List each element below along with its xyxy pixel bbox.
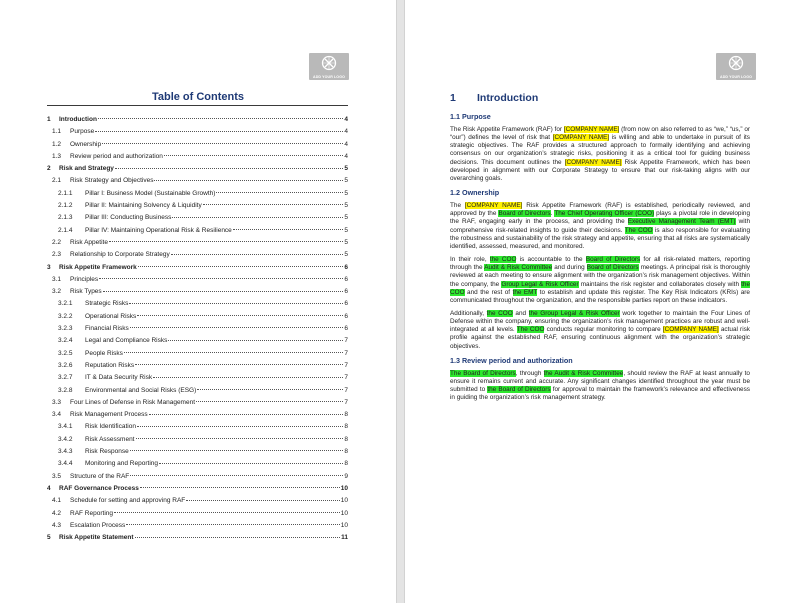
toc-entry-title: Risk Types [70, 288, 102, 296]
section-heading: 1.1 Purpose [450, 112, 491, 121]
toc-dot-leader [115, 168, 343, 169]
toc-entry-title: Reputation Risks [85, 361, 135, 369]
toc-entry[interactable] [47, 423, 348, 435]
toc-entry-title: Risk Strategy and Objectives [70, 177, 154, 185]
toc-entry-page: 7 [344, 361, 348, 369]
toc-dot-leader [159, 463, 343, 464]
toc-entry-page: 8 [344, 411, 348, 419]
toc-entry-page: 4 [344, 152, 348, 160]
toc-entry-page: 8 [344, 435, 348, 443]
toc-entry-title: Pillar III: Conducting Business [85, 214, 172, 222]
toc-entry-number: 3.2 [52, 288, 62, 296]
highlighted-text: the Audit & Risk Committee [543, 369, 624, 377]
toc-entry-title: Monitoring and Reporting [85, 460, 158, 468]
highlighted-text: The COO [624, 226, 653, 234]
toc-dot-leader [153, 377, 343, 378]
toc-entry-page: 5 [344, 189, 348, 197]
toc-dot-leader [197, 389, 343, 390]
text-run: The [450, 202, 465, 210]
toc-entry-page: 6 [344, 275, 348, 283]
toc-entry-page: 11 [341, 534, 348, 542]
logo-text: ADD YOUR LOGO [720, 75, 752, 79]
toc-entry[interactable] [47, 128, 348, 140]
toc-entry-page: 8 [344, 448, 348, 456]
toc-entry-number: 3.4.1 [58, 423, 73, 431]
toc-entry-number: 2.1.1 [58, 189, 73, 197]
toc-entry[interactable] [47, 387, 348, 399]
toc-dot-leader [126, 524, 339, 525]
toc-entry[interactable] [47, 239, 348, 251]
text-run: Risk Appetite Framework (RAF) is established, periodically reviewed, and approved by the [450, 202, 751, 218]
toc-entry-title: RAF Governance Process [59, 484, 139, 492]
toc-entry-title: Risk and Strategy [59, 165, 114, 173]
toc-entry-page: 5 [344, 238, 348, 246]
toc-entry-title: Pillar II: Maintaining Solvency & Liquidity [85, 202, 202, 210]
toc-entry-title: Environmental and Social Risks (ESG) [85, 386, 197, 394]
toc-entry-number: 3.2.8 [58, 386, 73, 394]
toc-dot-leader [172, 217, 343, 218]
text-run: is willing and able to undertake in pursuit of its strategic objectives. The RAF provides a structured approach to formally identifying and achieving consensus on our organization’s strategic risks, positioning it as a critical tool for guiding business decisions. This document outlines the [450, 134, 750, 166]
heading-text: Introduction [477, 92, 539, 104]
toc-entry-title: Pillar IV: Maintaining Operational Risk & Resilience [85, 226, 232, 234]
toc-entry[interactable] [47, 264, 348, 276]
toc-entry-title: Pillar I: Business Model (Sustainable Growth) [85, 189, 216, 197]
text-run: Risk Appetite Framework, which has been developed in alignment with our Corporate Strategy to ensure that our risk-taking aligns with our overarching goals. [450, 158, 751, 182]
toc-entry-page: 6 [344, 263, 348, 271]
highlighted-text: the Board of Directors [487, 386, 551, 394]
toc-entry[interactable] [47, 374, 348, 386]
toc-entry-title: Risk Identification [85, 423, 136, 431]
toc-dot-leader [114, 512, 340, 513]
toc-entry-title: Financial Risks [85, 325, 129, 333]
toc-entry-page: 7 [344, 386, 348, 394]
toc-dot-leader [136, 438, 344, 439]
body-paragraph [450, 310, 750, 351]
toc-entry-page: 8 [344, 423, 348, 431]
toc-entry[interactable] [47, 300, 348, 312]
toc-entry-title: Purpose [70, 128, 95, 136]
toc-entry-page: 10 [340, 497, 348, 505]
toc-entry-number: 2.3 [52, 251, 62, 259]
toc-entry-page: 5 [344, 165, 348, 173]
toc-entry-number: 3.2.1 [58, 300, 73, 308]
toc-entry-page: 9 [344, 472, 348, 480]
toc-dot-leader [130, 450, 344, 451]
toc-entry[interactable] [47, 276, 348, 288]
text-run: is accountable to the [516, 256, 586, 264]
toc-dot-leader [196, 401, 343, 402]
toc-entry-page: 7 [344, 398, 348, 406]
page-toc [0, 0, 396, 603]
toc-entry-number: 4.3 [52, 521, 62, 529]
toc-entry-number: 3.2.6 [58, 361, 73, 369]
toc-list [47, 116, 348, 546]
toc-entry-number: 2 [47, 165, 51, 173]
toc-entry-page: 5 [344, 202, 348, 210]
heading-introduction [450, 91, 750, 105]
toc-entry-page: 4 [344, 140, 348, 148]
highlighted-text: Audit & Risk Committee [484, 264, 553, 272]
toc-entry-number: 4.2 [52, 509, 62, 517]
logo-text: ADD YOUR LOGO [313, 75, 345, 79]
toc-entry-title: Risk Assessment [85, 435, 135, 443]
company-logo-placeholder [716, 53, 756, 80]
toc-entry[interactable] [47, 350, 348, 362]
toc-entry-page: 5 [344, 177, 348, 185]
toc-entry-number: 3.5 [52, 472, 62, 480]
toc-entry-number: 1.3 [52, 152, 62, 160]
text-run: work together to maintain the Four Lines of Defense within the company, ensuring the organization’s risk management practices are robust and well-integrated at all levels. [450, 309, 751, 334]
toc-entry-page: 4 [344, 116, 348, 123]
toc-divider [47, 105, 348, 106]
text-run: Additionally, [450, 309, 487, 317]
toc-dot-leader [99, 278, 343, 279]
highlighted-text: the COO [450, 280, 750, 296]
toc-title: Table of Contents [151, 91, 245, 103]
toc-entry-number: 5 [47, 534, 51, 542]
toc-entry-number: 2.1.4 [58, 226, 73, 234]
logo-mark-icon [321, 55, 337, 71]
toc-entry-number: 4 [47, 484, 51, 492]
highlighted-text: [COMPANY NAME] [563, 126, 620, 133]
toc-dot-leader [154, 180, 343, 181]
toc-entry[interactable] [47, 202, 348, 214]
toc-entry-number: 3.2.7 [58, 374, 73, 382]
highlighted-text: Board of Directors [498, 210, 551, 218]
toc-entry-title: Review period and authorization [70, 152, 163, 160]
toc-dot-leader [135, 364, 343, 365]
document-body [450, 91, 750, 407]
toc-entry[interactable] [47, 214, 348, 226]
text-run: and during [552, 264, 587, 272]
toc-entry-title: Structure of the RAF [70, 472, 130, 480]
body-paragraph [450, 256, 750, 305]
company-logo-placeholder [309, 53, 349, 80]
toc-entry-page: 5 [344, 214, 348, 222]
toc-entry-title: Strategic Risks [85, 300, 129, 308]
body-paragraph [450, 370, 750, 403]
body-paragraph [450, 202, 750, 251]
highlighted-text: the Group Legal & Risk Officer [528, 309, 620, 317]
highlighted-text: [COMPANY NAME] [662, 326, 719, 334]
toc-entry[interactable] [47, 473, 348, 485]
text-run: maintains the risk register and collaborates closely with [578, 280, 742, 288]
toc-dot-leader [216, 192, 343, 193]
toc-entry-page: 6 [344, 325, 348, 333]
toc-entry[interactable] [47, 497, 348, 509]
text-run: The Risk Appetite Framework (RAF) for [450, 126, 564, 133]
highlighted-text: Executive Management Team (EMT) [627, 218, 736, 226]
toc-entry-title: Risk Management Process [70, 411, 148, 419]
highlighted-text: The Chief Operating Officer (COO) [554, 210, 655, 218]
toc-entry-title: People Risks [85, 349, 123, 357]
section-heading: 1.2 Ownership [450, 188, 500, 198]
toc-entry[interactable] [47, 534, 348, 546]
toc-entry-number: 2.1 [52, 177, 62, 185]
text-run: and [512, 309, 529, 317]
toc-entry-page: 7 [344, 374, 348, 382]
toc-entry-page: 10 [340, 521, 348, 529]
text-run: actual risk profile against the established RAF, ensuring continuous alignment with the organization’s strategic objectives. [450, 326, 751, 350]
toc-dot-leader [130, 327, 344, 328]
doc-sections [450, 112, 750, 402]
toc-dot-leader [164, 155, 344, 156]
highlighted-text: [COMPANY NAME] [552, 134, 610, 142]
toc-dot-leader [102, 143, 343, 144]
highlighted-text: Board of Directors [585, 256, 641, 264]
toc-entry-title: Legal and Compliance Risks [85, 337, 168, 345]
toc-entry[interactable] [47, 460, 348, 472]
highlighted-text: [COMPANY NAME] [464, 202, 523, 210]
toc-entry[interactable] [47, 141, 348, 153]
toc-entry-title: Risk Appetite Framework [59, 263, 137, 271]
text-run: , should review the RAF at least annually to ensure it remains current and accurate. Any significant changes identified throughout the year must be submitted to [450, 369, 750, 394]
toc-dot-leader [130, 475, 343, 476]
section-heading: 1.3 Review period and authorization [450, 355, 573, 365]
toc-entry-page: 8 [344, 460, 348, 468]
toc-entry-title: Principles [70, 275, 99, 283]
toc-dot-leader [171, 254, 344, 255]
toc-entry-page: 4 [344, 128, 348, 136]
text-run: and the rest of [464, 288, 513, 296]
toc-entry[interactable] [47, 362, 348, 374]
toc-entry-number: 1.2 [52, 140, 62, 148]
toc-dot-leader [135, 537, 341, 538]
toc-entry-title: Introduction [59, 116, 97, 123]
toc-entry-page: 6 [344, 312, 348, 320]
toc-dot-leader [98, 118, 343, 119]
toc-dot-leader [103, 291, 344, 292]
toc-entry-title: Relationship to Corporate Strategy [70, 251, 170, 259]
logo-mark-icon [728, 55, 744, 71]
toc-entry[interactable] [47, 337, 348, 349]
toc-entry-title: Escalation Process [70, 521, 126, 529]
text-run: for all risk-related matters, reporting through the [450, 256, 751, 272]
highlighted-text: the COO [486, 309, 513, 317]
toc-entry-page: 7 [344, 349, 348, 357]
toc-entry-number: 1.1 [52, 128, 62, 136]
body-paragraph [450, 126, 750, 183]
page-introduction [405, 0, 794, 603]
toc-entry-page: 6 [344, 288, 348, 296]
toc-entry[interactable] [47, 411, 348, 423]
toc-entry-number: 1 [47, 116, 51, 123]
toc-entry-title: Risk Response [85, 448, 129, 456]
text-run: meetings. A principal risk is thoroughly reviewed at each meeting to ensure alignment with the organization’s risk management objectives. Within the company, the [450, 264, 750, 288]
toc-entry-number: 3.2.2 [58, 312, 73, 320]
highlighted-text: the EMT [512, 288, 538, 296]
text-run: , through [515, 369, 544, 377]
toc-entry-number: 3.4.4 [58, 460, 73, 468]
toc-entry-title: Schedule for setting and approving RAF [70, 497, 186, 505]
highlighted-text: The Board of Directors [450, 369, 516, 377]
highlighted-text: The COO [516, 326, 545, 334]
toc-entry-number: 3.2.4 [58, 337, 73, 345]
heading-number: 1 [450, 92, 456, 104]
text-run: to establish and update this register. The Key Risk Indicators (KRIs) are communicated throughout the organization, and the responsible parties report on these indicators. [450, 288, 750, 304]
toc-entry[interactable] [47, 313, 348, 325]
text-run: conducts regular monitoring to compare [544, 326, 663, 334]
toc-dot-leader [149, 414, 344, 415]
toc-entry-page: 10 [340, 484, 348, 492]
toc-entry-number: 3.3 [52, 398, 62, 406]
toc-dot-leader [203, 204, 344, 205]
toc-entry-title: Operational Risks [85, 312, 137, 320]
toc-entry[interactable] [47, 325, 348, 337]
toc-entry[interactable] [47, 510, 348, 522]
toc-entry-page: 5 [344, 226, 348, 234]
text-run: is also responsible for evaluating the robustness and sustainability of the risk strategy and appetite, ensuring that all risks are systematically identified, assessed, measured, and monitored. [450, 226, 750, 250]
toc-entry[interactable] [47, 448, 348, 460]
toc-dot-leader [95, 131, 343, 132]
toc-entry[interactable] [47, 190, 348, 202]
toc-entry[interactable] [47, 399, 348, 411]
highlighted-text: Group Legal & Risk Officer [501, 280, 579, 288]
toc-entry-number: 2.1.2 [58, 202, 73, 210]
toc-entry[interactable] [47, 177, 348, 189]
toc-entry[interactable] [47, 116, 348, 128]
toc-entry[interactable] [47, 485, 348, 497]
toc-entry[interactable] [47, 436, 348, 448]
highlighted-text: [COMPANY NAME] [564, 158, 622, 166]
text-run: . [550, 210, 555, 218]
toc-entry-number: 3.4.2 [58, 435, 73, 443]
toc-entry-title: Ownership [70, 140, 102, 148]
toc-entry[interactable] [47, 153, 348, 165]
highlighted-text: Board of Directors [586, 264, 639, 272]
toc-dot-leader [109, 241, 343, 242]
toc-dot-leader [168, 340, 343, 341]
toc-entry-number: 3.2.3 [58, 325, 73, 333]
toc-entry[interactable] [47, 522, 348, 534]
toc-entry-page: 7 [344, 337, 348, 345]
toc-entry[interactable] [47, 165, 348, 177]
text-run: plays a pivotal role in developing the RAF, engaging early in the process, and providing the [450, 210, 751, 226]
toc-entry-number: 3.2.5 [58, 349, 73, 357]
toc-dot-leader [138, 266, 344, 267]
toc-entry-title: Four Lines of Defense in Risk Management [70, 398, 196, 406]
toc-entry-page: 10 [340, 509, 348, 517]
toc-entry[interactable] [47, 227, 348, 239]
page-gap [396, 0, 405, 603]
text-run: for approval to maintain the framework’s relevance and effectiveness in guiding the organization’s risk management strategy. [450, 386, 750, 402]
toc-entry-number: 3 [47, 263, 51, 271]
toc-entry-title: IT & Data Security Risk [85, 374, 153, 382]
toc-dot-leader [140, 487, 340, 488]
toc-dot-leader [233, 229, 344, 230]
text-run: (from now on also referred to as “we,” “us,” or “our”) defines the level of risk that [450, 126, 751, 142]
toc-entry-number: 4.1 [52, 497, 62, 505]
text-run: In their role, [450, 256, 490, 264]
toc-entry-number: 2.1.3 [58, 214, 73, 222]
toc-dot-leader [137, 426, 343, 427]
toc-entry-title: Risk Appetite Statement [59, 534, 134, 542]
highlighted-text: the COO [489, 256, 517, 264]
toc-dot-leader [124, 352, 343, 353]
toc-entry-number: 3.1 [52, 275, 62, 283]
toc-entry-page: 6 [344, 300, 348, 308]
toc-entry[interactable] [47, 251, 348, 263]
text-run: with comprehensive risk-related insights to guide their decisions. [450, 218, 751, 234]
toc-entry-number: 3.4.3 [58, 448, 73, 456]
toc-entry-number: 2.2 [52, 238, 62, 246]
toc-entry[interactable] [47, 288, 348, 300]
toc-entry-title: RAF Reporting [70, 509, 113, 517]
toc-dot-leader [129, 303, 343, 304]
toc-entry-number: 3.4 [52, 411, 62, 419]
toc-entry-title: Risk Appetite [70, 238, 108, 246]
toc-dot-leader [186, 500, 340, 501]
toc-dot-leader [137, 315, 343, 316]
toc-entry-page: 5 [344, 251, 348, 259]
